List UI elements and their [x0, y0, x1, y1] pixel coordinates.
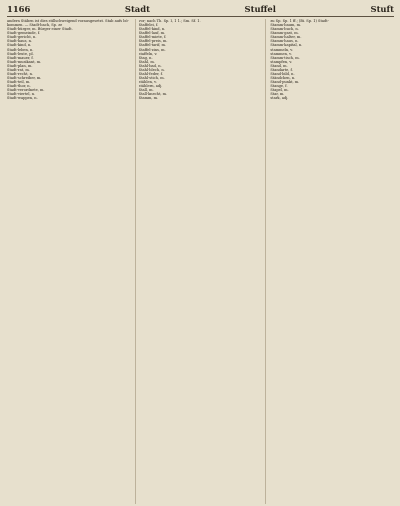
entry-line: Stall-knecht, m. — [138, 92, 168, 97]
entry-line: Stall, m. — [138, 88, 154, 93]
running-header — [7, 4, 394, 15]
entry-line: Stange, f. — [270, 84, 288, 89]
entry-line: stark, adj. — [270, 96, 289, 101]
entry-line: Stamm, m. — [138, 96, 159, 101]
header-left-word: Stadt — [124, 4, 150, 14]
entry-line: Stahl-bad, n. — [138, 63, 162, 68]
entry-line: Stahl-stich, m. — [138, 76, 165, 81]
header-rule — [7, 16, 394, 17]
entry-line: Stamm-haus, n. — [270, 39, 299, 44]
entry-line: Stadt-viertel, n. — [7, 92, 36, 97]
column-middle — [135, 19, 267, 504]
entry-line: Stadt-plan, m. — [7, 63, 33, 68]
entry-line: Stadt-gemeinde, f. — [7, 31, 41, 36]
entry-line: Standarte, f. — [270, 67, 293, 72]
entry-line: stammen, v. — [270, 51, 292, 56]
entry-line: Stadt-haus, n. — [7, 39, 33, 44]
entry-line: Stadt-musikant, m. — [7, 59, 42, 64]
entry-line: Stand-punkt, m. — [270, 80, 300, 85]
entry-line: Stadt-mauer, f. — [7, 55, 34, 60]
entry-line: Staffel-tarif, m. — [138, 43, 167, 48]
entry-line: stählen, v. — [138, 80, 157, 85]
entry-line: Stag, n. — [138, 55, 153, 60]
page-number: 1166 — [7, 4, 31, 14]
entry-line: Stahl-feder, f. — [138, 72, 163, 77]
column-right — [270, 19, 394, 504]
entry-line: Stadt-leben, n. — [7, 47, 34, 52]
header-center-word: Stuffel — [244, 4, 276, 14]
entry-line: Stahl, m. — [138, 59, 155, 64]
entry-line: Stadt-gericht, n. — [7, 35, 37, 40]
entry-line: Stadt-kind, n. — [7, 43, 32, 48]
entry-line: Star, m. — [270, 92, 285, 97]
entry-line: zu Sp. Sp. 1 ff.; (Bi. Sp. 1) Stadt- — [270, 19, 329, 23]
entry-line: Stadt-rat, m. — [7, 67, 30, 72]
text-columns — [7, 19, 394, 504]
entry-line: Stadt-recht, n. — [7, 72, 34, 77]
entry-line: Stamm-kapital, n. — [270, 43, 303, 48]
entry-line: Stamm-gast, m. — [270, 31, 299, 36]
entry-line: Stahl-blech, n. — [138, 67, 165, 72]
entry-line: Stamm-tisch, m. — [270, 55, 300, 60]
entry-line: Staffelei, f. — [138, 23, 159, 28]
entry-line: Stadt-verordnete, m. — [7, 88, 45, 93]
entry-line: Staffel-lauf, m. — [138, 31, 166, 36]
entry-line: Stamm-buch, n. — [270, 27, 299, 32]
entry-line: Stand, m. — [270, 63, 288, 68]
entry-line: Staffel-preis, m. — [138, 39, 168, 44]
entry-line: Stamm-halter, m. — [270, 35, 302, 40]
entry-line: Staffel-zins, m. — [138, 47, 166, 52]
entry-line: Stand-bild, n. — [270, 72, 295, 77]
entry-line: Stamm-baum, m. — [270, 23, 302, 28]
header-right-word: Stuft — [370, 4, 394, 14]
entry-line: Stadt-leute, pl. — [7, 51, 34, 56]
entry-line: Stapel, m. — [270, 88, 289, 93]
entry-line: Stadt-bürger, m. Bürger einer Stadt. — [7, 27, 73, 32]
entry-line: stählern, adj. — [138, 84, 163, 89]
entry-line: Staffel-miete, f. — [138, 35, 167, 40]
entry-line: Ständchen, n. — [270, 76, 296, 81]
entry-line: Stadt-schreiber, m. — [7, 76, 42, 81]
entry-line: Stadt-thor, n. — [7, 84, 31, 89]
entry-line: Stadt-teil, m. — [7, 80, 31, 85]
entry-line: andern Stäben ist dies stillschweigend vorausgesetzt. Stab aufs bö- — [7, 19, 129, 23]
entry-line: vor; nach Th. Sp. I, 1 1.; Sm. Sf. 1. — [138, 19, 201, 23]
entry-line: staffeln, v. — [138, 51, 158, 56]
entry-line: stampfen, v. — [270, 59, 293, 64]
entry-line: Stadt-wappen, n. — [7, 96, 38, 101]
entry-line: Staffel-kind, n. — [138, 27, 166, 32]
entry-line: stammeln, v. — [270, 47, 293, 52]
entry-line: kommen. — Stadt-bach, Sp. ze — [7, 23, 63, 28]
column-left — [7, 19, 131, 504]
